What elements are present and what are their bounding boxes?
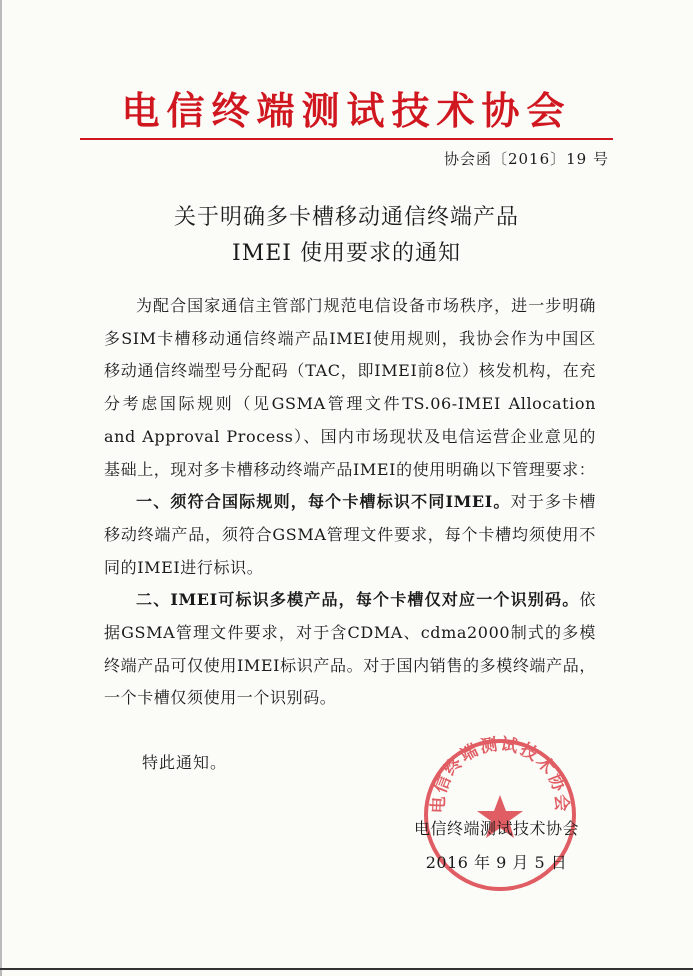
document-number: 协会函〔2016〕19 号 (443, 150, 609, 168)
notice-title-line2: IMEI 使用要求的通知 (232, 241, 461, 266)
letterhead-red-rule (80, 138, 613, 140)
notice-title (0, 200, 693, 272)
signature-org: 电信终端测试技术协会 (413, 819, 579, 838)
intro-paragraph: 为配合国家通信主管部门规范电信设备市场秩序，进一步明确多SIM卡槽移动通信终端产品IMEI使用规则，我协会作为中国区移动通信终端型号分配码（TAC，即IMEI前8位）核发机构，在充分考虑国际规则（见GSMA管理文件TS.06-IMEI Allocation and Approval Process）、国内市场现状及电信运营企业意见的基础上，现对多卡槽移动终端产品IMEI的使用明确以下管理要求： (104, 296, 596, 479)
notice-body (104, 290, 596, 715)
requirement-2-text: 依据GSMA管理文件要求，对于含CDMA、cdma2000制式的多模终端产品可仅使用IMEI标识产品。对于国内销售的多模终端产品，一个卡槽仅须使用一个识别码。 (104, 590, 596, 708)
notice-title-line1: 关于明确多卡槽移动通信终端产品 (173, 205, 519, 230)
signature-date: 2016 年 9 月 5 日 (425, 853, 568, 872)
requirement-2-paragraph (104, 584, 596, 715)
scan-edge (0, 0, 2, 976)
signature-block (414, 812, 579, 880)
closing-phrase: 特此通知。 (142, 753, 228, 772)
requirement-1-text: 对于多卡槽移动终端产品，须符合GSMA管理文件要求，每个卡槽均须使用不同的IMEI进行标识。 (104, 492, 596, 577)
seal-text: 电信终端测试技术协会 (428, 735, 572, 814)
requirement-1-heading: 一、须符合国际规则，每个卡槽标识不同IMEI。 (136, 492, 511, 512)
org-letterhead-title: 电信终端测试技术协会 (121, 88, 572, 133)
requirement-2-heading: 二、IMEI可标识多模产品，每个卡槽仅对应一个识别码。 (136, 590, 580, 610)
scan-bottom-border (0, 968, 693, 970)
requirement-1-paragraph (104, 486, 596, 584)
